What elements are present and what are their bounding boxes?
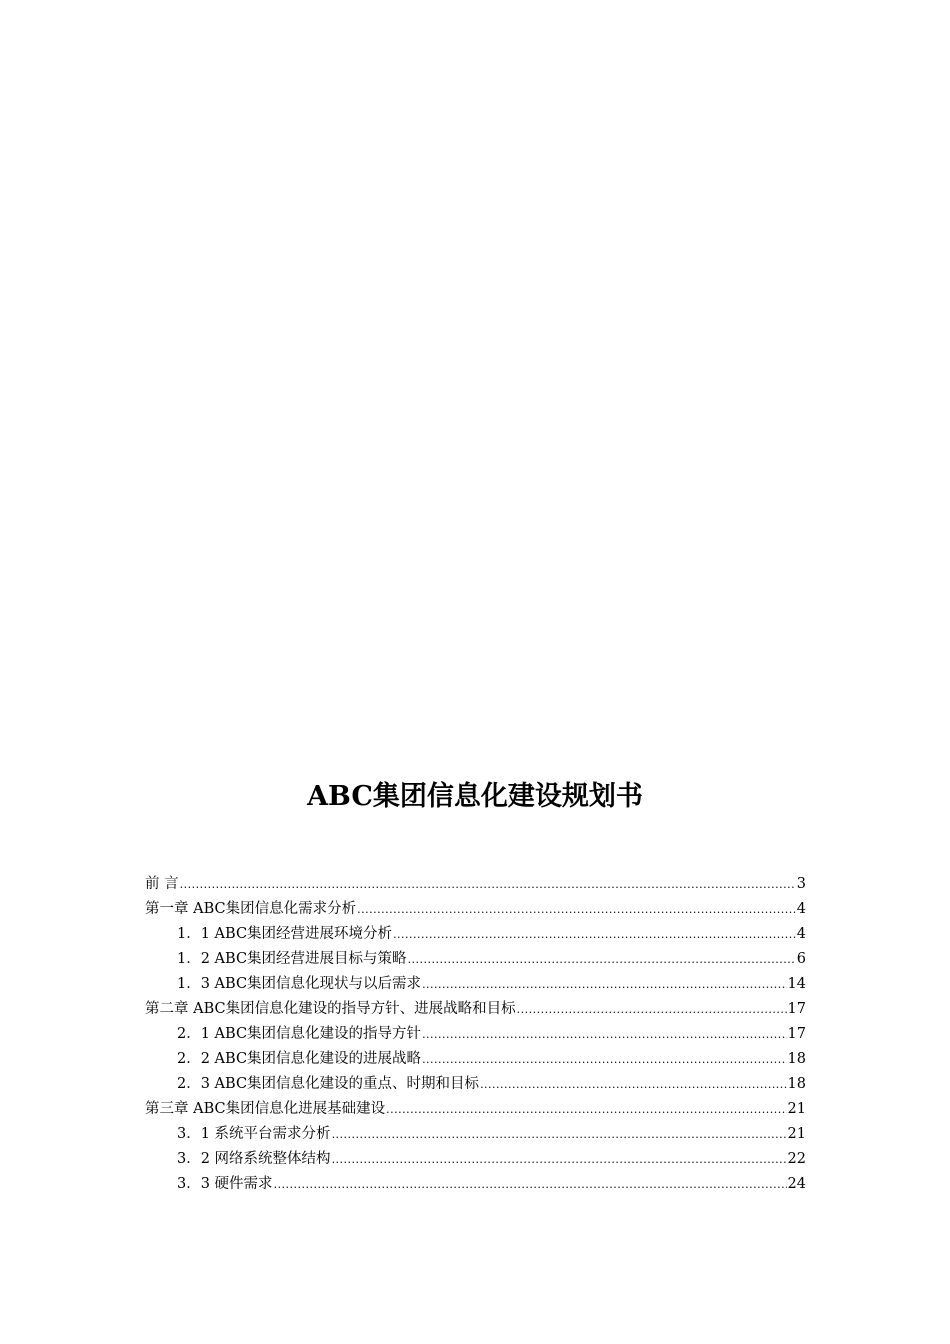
toc-entry-title: 1．1 ABC集团经营进展环境分析 bbox=[177, 926, 393, 942]
toc-dot-leader bbox=[422, 1022, 786, 1047]
toc-page-number: 21 bbox=[787, 1126, 806, 1142]
toc-dot-leader bbox=[386, 1097, 786, 1122]
toc-entry-title: 2．3 ABC集团信息化建设的重点、时期和目标 bbox=[177, 1076, 480, 1092]
toc-entry-title: 2．2 ABC集团信息化建设的进展战略 bbox=[177, 1051, 422, 1067]
toc-entry[interactable] bbox=[145, 997, 806, 1022]
toc-page-number: 17 bbox=[787, 1001, 806, 1017]
toc-page-number: 18 bbox=[787, 1076, 806, 1092]
toc-subentry[interactable] bbox=[145, 1122, 806, 1147]
toc-page-number: 4 bbox=[796, 926, 806, 942]
toc-page-number: 4 bbox=[796, 901, 806, 917]
toc-entry-title: 1．3 ABC集团信息化现状与以后需求 bbox=[177, 976, 422, 992]
toc-dot-leader bbox=[422, 972, 786, 997]
toc-page-number: 21 bbox=[787, 1101, 806, 1117]
toc-page-number: 17 bbox=[787, 1026, 806, 1042]
toc-dot-leader bbox=[393, 922, 796, 947]
toc-subentry[interactable] bbox=[145, 947, 806, 972]
toc-dot-leader bbox=[422, 1047, 786, 1072]
toc-subentry[interactable] bbox=[145, 922, 806, 947]
toc-subentry[interactable] bbox=[145, 1072, 806, 1097]
toc-entry-title: 2．1 ABC集团信息化建设的指导方针 bbox=[177, 1026, 422, 1042]
toc-subentry[interactable] bbox=[145, 1147, 806, 1172]
toc-dot-leader bbox=[332, 1122, 787, 1147]
toc-dot-leader bbox=[408, 947, 796, 972]
toc-dot-leader bbox=[517, 997, 787, 1022]
toc-entry-title: 3．2 网络系统整体结构 bbox=[177, 1151, 331, 1167]
toc-dot-leader bbox=[480, 1072, 786, 1097]
toc-page-number: 14 bbox=[787, 976, 806, 992]
toc-entry[interactable] bbox=[145, 1097, 806, 1122]
toc-dot-leader bbox=[274, 1172, 787, 1197]
toc-subentry[interactable] bbox=[145, 1022, 806, 1047]
toc-dot-leader bbox=[357, 897, 796, 922]
toc-page-number: 6 bbox=[796, 951, 806, 967]
toc-page-number: 22 bbox=[787, 1151, 806, 1167]
toc-entry[interactable] bbox=[145, 872, 806, 897]
toc-page-number: 24 bbox=[787, 1176, 806, 1192]
toc-page-number: 3 bbox=[796, 876, 806, 892]
toc-entry-title: 第一章 ABC集团信息化需求分析 bbox=[145, 901, 357, 917]
toc-page-number: 18 bbox=[787, 1051, 806, 1067]
toc-entry-title: 第二章 ABC集团信息化建设的指导方针、进展战略和目标 bbox=[145, 1001, 516, 1017]
toc-entry-title: 前 言 bbox=[145, 876, 179, 892]
document-title: ABC集团信息化建设规划书 bbox=[307, 781, 643, 812]
toc-entry-title: 3．1 系统平台需求分析 bbox=[177, 1126, 331, 1142]
toc-entry-title: 第三章 ABC集团信息化进展基础建设 bbox=[145, 1101, 386, 1117]
toc-subentry[interactable] bbox=[145, 1172, 806, 1197]
table-of-contents bbox=[145, 872, 806, 1197]
toc-entry[interactable] bbox=[145, 897, 806, 922]
toc-entry-title: 3．3 硬件需求 bbox=[177, 1176, 273, 1192]
toc-subentry[interactable] bbox=[145, 972, 806, 997]
toc-dot-leader bbox=[180, 872, 796, 897]
toc-subentry[interactable] bbox=[145, 1047, 806, 1072]
toc-dot-leader bbox=[332, 1147, 787, 1172]
toc-entry-title: 1．2 ABC集团经营进展目标与策略 bbox=[177, 951, 407, 967]
